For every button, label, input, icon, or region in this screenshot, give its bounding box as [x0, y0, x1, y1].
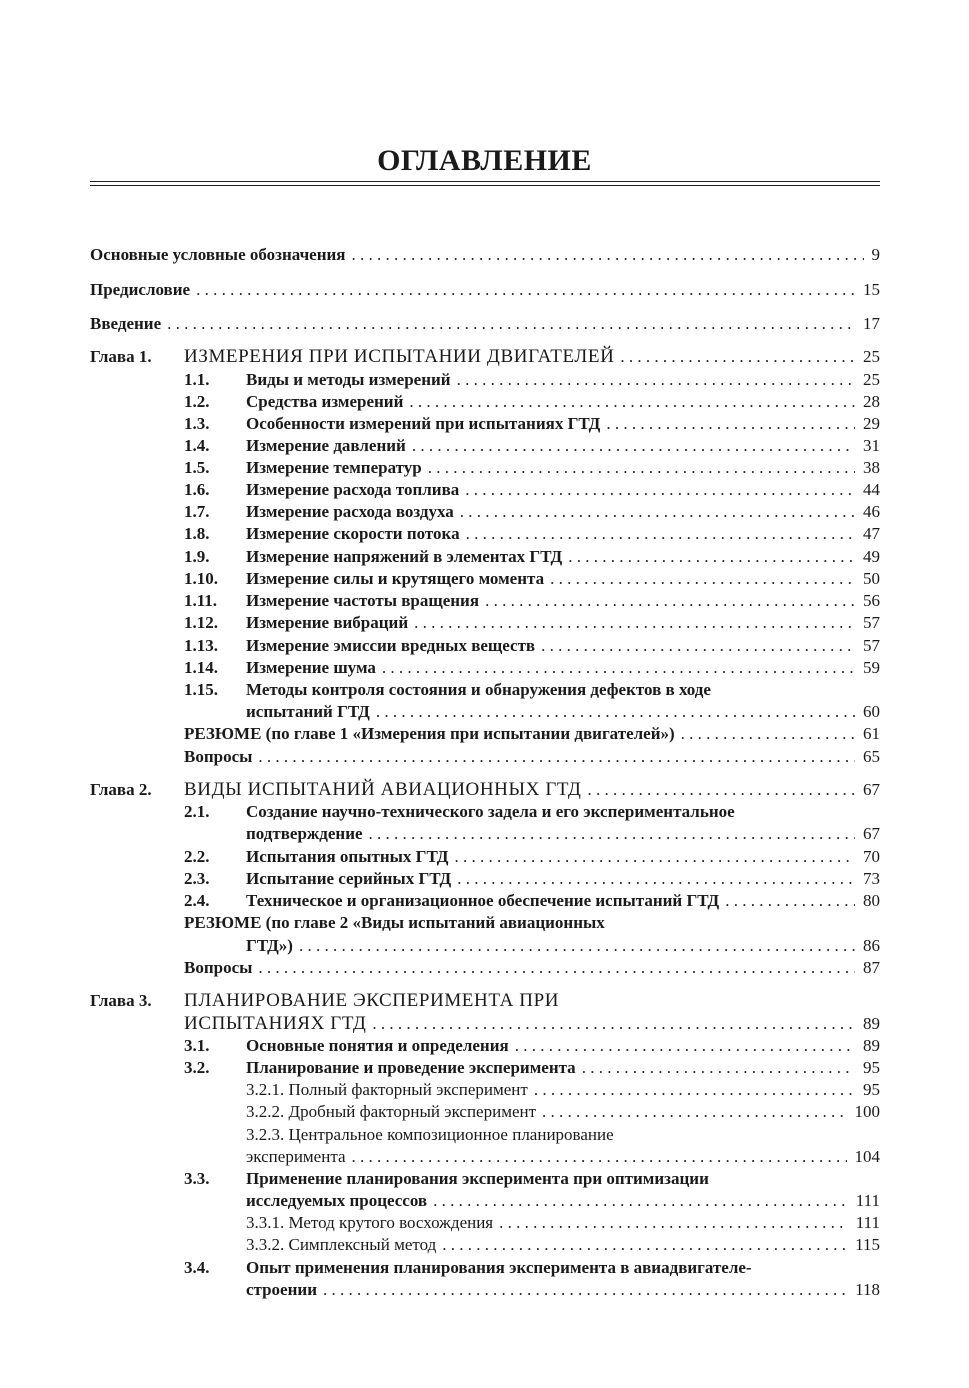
- page-number: 38: [863, 458, 880, 477]
- toc-entry[interactable]: [90, 912, 880, 934]
- section-number: 1.13.: [184, 636, 218, 655]
- entry-title: Вопросы: [184, 747, 253, 766]
- page-number: 60: [863, 702, 880, 721]
- toc-entry[interactable]: [90, 391, 880, 413]
- toc-entry[interactable]: [90, 501, 880, 523]
- leader-dots: [568, 546, 855, 568]
- toc-entry[interactable]: [90, 723, 880, 745]
- page-number: 67: [863, 824, 880, 843]
- entry-title: 3.2.1. Полный факторный эксперимент: [246, 1080, 528, 1099]
- title-rule-bottom: [90, 185, 880, 186]
- toc-entry[interactable]: [90, 523, 880, 545]
- toc-entry[interactable]: [90, 890, 880, 912]
- leader-dots: [465, 479, 855, 501]
- section-number: 3.3.: [184, 1169, 210, 1188]
- leader-dots: [457, 868, 855, 890]
- leader-dots: [606, 413, 855, 435]
- entry-title: 3.2.3. Центральное композиционное планирование: [246, 1125, 614, 1144]
- page-number: 46: [863, 502, 880, 521]
- toc-entry[interactable]: [90, 779, 880, 801]
- toc-entry[interactable]: [90, 1279, 880, 1301]
- page-number: 87: [863, 958, 880, 977]
- entry-title: Методы контроля состояния и обнаружения дефектов в ходе: [246, 680, 711, 699]
- entry-title: Измерение давлений: [246, 436, 406, 455]
- section-number: 1.5.: [184, 458, 210, 477]
- toc-entry[interactable]: [90, 1013, 880, 1035]
- page-number: 95: [863, 1058, 880, 1077]
- page-number: 67: [863, 780, 880, 799]
- entry-title: Особенности измерений при испытаниях ГТД: [246, 414, 601, 433]
- page-number: 80: [863, 891, 880, 910]
- entry-title: испытаний ГТД: [246, 702, 370, 721]
- leader-dots: [433, 1190, 848, 1212]
- toc-entry[interactable]: [90, 1190, 880, 1212]
- section-number: 2.3.: [184, 869, 210, 888]
- entry-title: РЕЗЮМЕ (по главе 2 «Виды испытаний авиационных: [184, 913, 605, 932]
- entry-title: Планирование и проведение эксперимента: [246, 1058, 576, 1077]
- toc-entry[interactable]: [90, 413, 880, 435]
- entry-title: Введение: [90, 314, 162, 333]
- section-number: 1.10.: [184, 569, 218, 588]
- section-number: 1.15.: [184, 680, 218, 699]
- section-number: 1.4.: [184, 436, 210, 455]
- leader-dots: [372, 1013, 855, 1035]
- leader-dots: [414, 612, 855, 634]
- leader-dots: [196, 279, 855, 301]
- leader-dots: [681, 723, 855, 745]
- page-number: 95: [863, 1080, 880, 1099]
- entry-title: Испытания опытных ГТД: [246, 847, 449, 866]
- toc-entry[interactable]: [90, 369, 880, 391]
- entry-title: Измерение шума: [246, 658, 376, 677]
- entry-title: Опыт применения планирования эксперимента в авиадвигателе-: [246, 1258, 752, 1277]
- toc-entry[interactable]: [90, 479, 880, 501]
- toc-entry[interactable]: [90, 1168, 880, 1190]
- page-number: 47: [863, 524, 880, 543]
- entry-title: ПЛАНИРОВАНИЕ ЭКСПЕРИМЕНТА ПРИ: [184, 990, 560, 1011]
- entry-title: Измерение силы и крутящего момента: [246, 569, 545, 588]
- entry-title: Создание научно-технического задела и его экспериментальное: [246, 802, 735, 821]
- page-title: ОГЛАВЛЕНИЕ: [377, 144, 592, 177]
- section-number: 1.8.: [184, 524, 210, 543]
- toc-entry[interactable]: [90, 1146, 880, 1168]
- page-number: 57: [863, 636, 880, 655]
- toc-entry[interactable]: [90, 612, 880, 634]
- leader-dots: [412, 435, 855, 457]
- page-number: 25: [863, 347, 880, 366]
- page-number: 118: [855, 1280, 880, 1299]
- toc-entry[interactable]: [90, 801, 880, 823]
- entry-title: ВИДЫ ИСПЫТАНИЙ АВИАЦИОННЫХ ГТД: [184, 779, 582, 800]
- page-number: 25: [863, 370, 880, 389]
- toc-entry[interactable]: [90, 313, 880, 335]
- entry-title: Основные условные обозначения: [90, 245, 346, 264]
- leader-dots: [258, 957, 855, 979]
- entry-title: ГТД»): [246, 936, 293, 955]
- section-number: 1.9.: [184, 547, 210, 566]
- entry-title: Измерение частоты вращения: [246, 591, 480, 610]
- toc-entry[interactable]: [90, 935, 880, 957]
- page-number: 104: [854, 1147, 880, 1166]
- entry-title: Виды и методы измерений: [246, 370, 451, 389]
- page-number: 115: [855, 1235, 880, 1254]
- leader-dots: [499, 1212, 848, 1234]
- entry-title: Измерение расхода топлива: [246, 480, 460, 499]
- leader-dots: [542, 1101, 846, 1123]
- page-number: 29: [863, 414, 880, 433]
- page-number: 111: [855, 1213, 880, 1232]
- page-number: 49: [863, 547, 880, 566]
- page-number: 100: [854, 1102, 880, 1121]
- entry-title: Измерение эмиссии вредных веществ: [246, 636, 536, 655]
- toc-entry[interactable]: [90, 1079, 880, 1101]
- leader-dots: [725, 890, 855, 912]
- page-number: 15: [863, 280, 880, 299]
- entry-title: РЕЗЮМЕ (по главе 1 «Измерения при испытании двигателей»): [184, 724, 675, 743]
- entry-title: подтверждение: [246, 824, 363, 843]
- section-number: 2.4.: [184, 891, 210, 910]
- page-number: 9: [871, 245, 880, 264]
- page-number: 89: [863, 1036, 880, 1055]
- section-number: 1.6.: [184, 480, 210, 499]
- entry-title: исследуемых процессов: [246, 1191, 428, 1210]
- leader-dots: [485, 590, 855, 612]
- toc-entry[interactable]: [90, 1257, 880, 1279]
- title-rule-top: [90, 181, 880, 182]
- leader-dots: [515, 1035, 855, 1057]
- leader-dots: [588, 779, 856, 801]
- toc-entry[interactable]: [90, 346, 880, 368]
- leader-dots: [376, 701, 855, 723]
- toc-entry[interactable]: [90, 244, 880, 266]
- toc-entry[interactable]: [90, 957, 880, 979]
- entry-title: 3.3.1. Метод крутого восхождения: [246, 1213, 494, 1232]
- toc-entry[interactable]: [90, 657, 880, 679]
- leader-dots: [167, 313, 855, 335]
- section-number: 1.11.: [184, 591, 218, 610]
- leader-dots: [442, 1234, 847, 1256]
- page-number: 70: [863, 847, 880, 866]
- chapter-label: Глава 2.: [90, 780, 152, 799]
- toc-entry[interactable]: [90, 457, 880, 479]
- entry-title: Вопросы: [184, 958, 253, 977]
- toc-entry[interactable]: [90, 1212, 880, 1234]
- entry-title: Измерение напряжений в элементах ГТД: [246, 547, 563, 566]
- chapter-label: Глава 1.: [90, 347, 152, 366]
- leader-dots: [352, 244, 864, 266]
- entry-title: эксперимента: [246, 1147, 346, 1166]
- entry-title: Применение планирования эксперимента при оптимизации: [246, 1169, 709, 1188]
- leader-dots: [323, 1279, 847, 1301]
- page-number: 44: [863, 480, 880, 499]
- leader-dots: [541, 635, 855, 657]
- toc-entry[interactable]: [90, 746, 880, 768]
- page-number: 57: [863, 613, 880, 632]
- entry-title: 3.2.2. Дробный факторный эксперимент: [246, 1102, 537, 1121]
- entry-title: Основные понятия и определения: [246, 1036, 509, 1055]
- entry-title: Измерение температур: [246, 458, 422, 477]
- page-number: 61: [863, 724, 880, 743]
- section-number: 1.1.: [184, 370, 210, 389]
- page-number: 65: [863, 747, 880, 766]
- page-number: 86: [863, 936, 880, 955]
- toc-entry[interactable]: [90, 1234, 880, 1256]
- leader-dots: [457, 369, 855, 391]
- toc-entry[interactable]: [90, 846, 880, 868]
- toc-entry[interactable]: [90, 590, 880, 612]
- leader-dots: [582, 1057, 855, 1079]
- entry-title: Измерение вибраций: [246, 613, 409, 632]
- section-number: 3.2.: [184, 1058, 210, 1077]
- leader-dots: [454, 846, 855, 868]
- entry-title: Предисловие: [90, 280, 191, 299]
- chapter-label: Глава 3.: [90, 991, 152, 1010]
- section-number: 3.1.: [184, 1036, 210, 1055]
- section-number: 1.3.: [184, 414, 210, 433]
- entry-title: ИСПЫТАНИЯХ ГТД: [184, 1013, 367, 1034]
- section-number: 1.7.: [184, 502, 210, 521]
- leader-dots: [352, 1146, 847, 1168]
- entry-title: Испытание серийных ГТД: [246, 869, 452, 888]
- section-number: 1.2.: [184, 392, 210, 411]
- section-number: 1.12.: [184, 613, 218, 632]
- leader-dots: [620, 346, 855, 368]
- leader-dots: [369, 823, 855, 845]
- section-number: 3.4.: [184, 1258, 210, 1277]
- section-number: 1.14.: [184, 658, 218, 677]
- entry-title: 3.3.2. Симплексный метод: [246, 1235, 437, 1254]
- page-number: 28: [863, 392, 880, 411]
- section-number: 2.2.: [184, 847, 210, 866]
- toc-entry[interactable]: [90, 1035, 880, 1057]
- page-number: 89: [863, 1014, 880, 1033]
- toc-entry[interactable]: [90, 1057, 880, 1079]
- entry-title: Средства измерений: [246, 392, 404, 411]
- toc-entry[interactable]: [90, 435, 880, 457]
- page-number: 73: [863, 869, 880, 888]
- leader-dots: [550, 568, 855, 590]
- leader-dots: [382, 657, 855, 679]
- leader-dots: [460, 501, 855, 523]
- leader-dots: [534, 1079, 855, 1101]
- page-number: 59: [863, 658, 880, 677]
- toc-entry[interactable]: [90, 1101, 880, 1123]
- entry-title: Измерение скорости потока: [246, 524, 460, 543]
- leader-dots: [258, 746, 855, 768]
- toc-entry[interactable]: [90, 568, 880, 590]
- page-number: 50: [863, 569, 880, 588]
- toc-entry[interactable]: [90, 1124, 880, 1146]
- toc-entry[interactable]: [90, 701, 880, 723]
- toc-entry[interactable]: [90, 823, 880, 845]
- entry-title: Техническое и организационное обеспечение испытаний ГТД: [246, 891, 720, 910]
- toc-entry[interactable]: [90, 679, 880, 701]
- page-number: 111: [855, 1191, 880, 1210]
- toc-entry[interactable]: [90, 990, 880, 1012]
- toc-entry[interactable]: [90, 635, 880, 657]
- toc-entry[interactable]: [90, 546, 880, 568]
- leader-dots: [299, 935, 855, 957]
- leader-dots: [428, 457, 855, 479]
- page-number: 17: [863, 314, 880, 333]
- entry-title: строении: [246, 1280, 317, 1299]
- entry-title: ИЗМЕРЕНИЯ ПРИ ИСПЫТАНИИ ДВИГАТЕЛЕЙ: [184, 346, 615, 367]
- leader-dots: [409, 391, 855, 413]
- page-number: 31: [863, 436, 880, 455]
- toc-entry[interactable]: [90, 279, 880, 301]
- section-number: 2.1.: [184, 802, 210, 821]
- page-number: 56: [863, 591, 880, 610]
- toc-entry[interactable]: [90, 868, 880, 890]
- entry-title: Измерение расхода воздуха: [246, 502, 454, 521]
- leader-dots: [466, 523, 855, 545]
